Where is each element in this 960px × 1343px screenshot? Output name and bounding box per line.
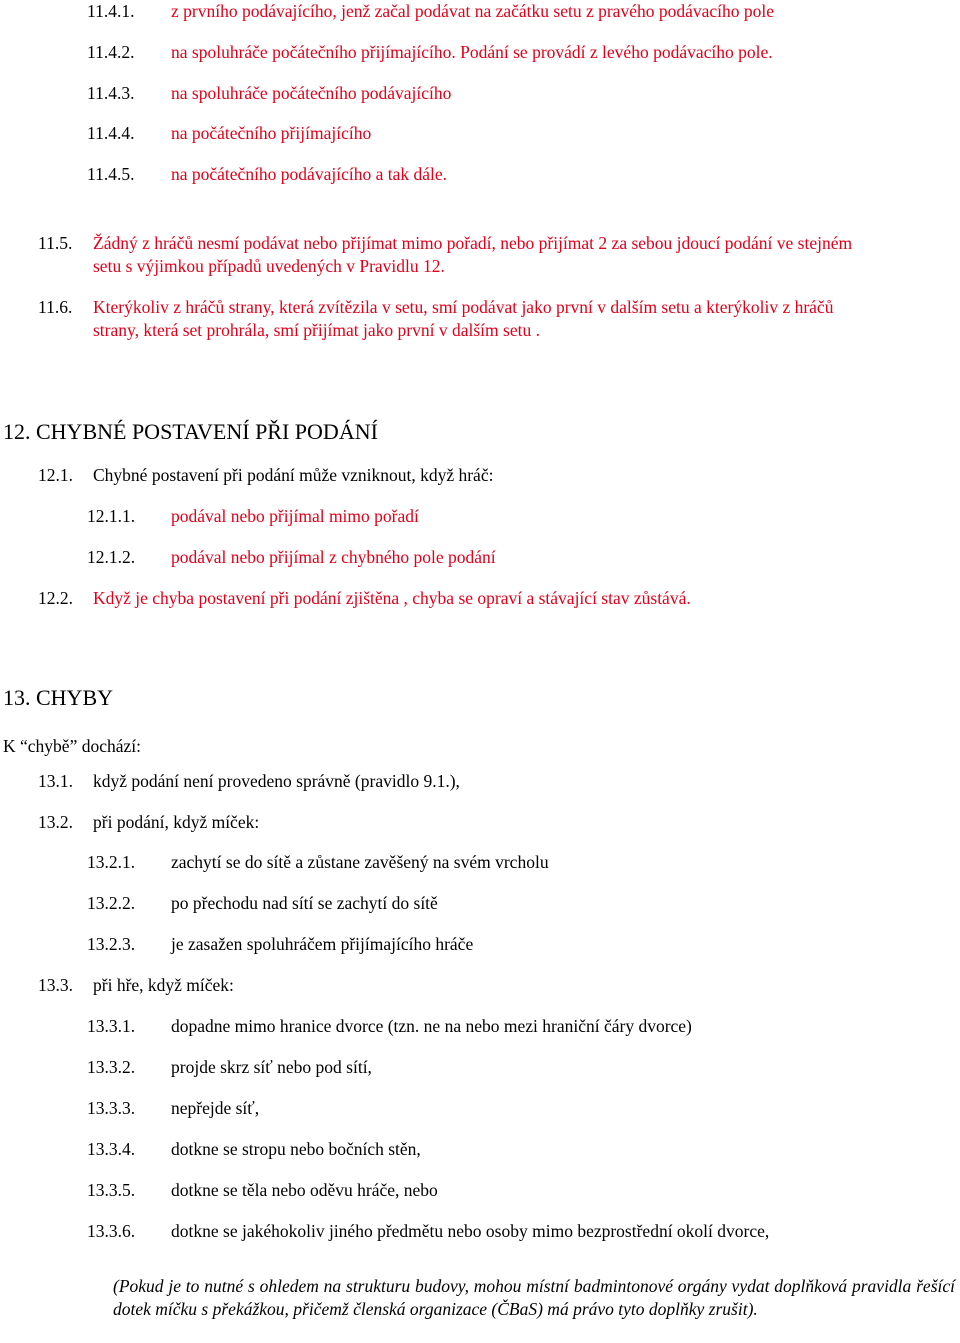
rule-number: 13.1.	[38, 771, 73, 791]
rule-text: podával nebo přijímal mimo pořadí	[171, 506, 419, 526]
rule-text: při podání, když míček:	[93, 812, 260, 832]
rule-number: 11.4.5.	[87, 164, 135, 184]
rule-text: setu s výjimkou případů uvedených v Pravidlu 12.	[93, 256, 445, 276]
rule-text: z prvního podávajícího, jenž začal podávat na začátku setu z pravého podávacího pole	[171, 1, 775, 21]
rule-text: je zasažen spoluhráčem přijímajícího hráče	[171, 934, 474, 954]
rule-number: 13.3.6.	[87, 1221, 136, 1241]
rule-number: 13.2.1.	[87, 852, 136, 872]
rule-text: zachytí se do sítě a zůstane zavěšený na svém vrcholu	[171, 852, 549, 872]
rule-text: Žádný z hráčů nesmí podávat nebo přijímat mimo pořadí, nebo přijímat 2 za sebou jdoucí podání ve stejném	[93, 233, 853, 253]
rule-text: dotkne se těla nebo oděvu hráče, nebo	[171, 1180, 438, 1200]
rule-number: 11.5.	[38, 233, 73, 253]
rule-number: 12.1.2.	[87, 547, 136, 567]
rule-number: 13.2.	[38, 812, 73, 832]
rule-text: nepřejde síť,	[171, 1098, 260, 1118]
rule-text: podával nebo přijímal z chybného pole podání	[171, 547, 496, 567]
rule-text: po přechodu nad sítí se zachytí do sítě	[171, 893, 438, 913]
rule-number: 13.2.2.	[87, 893, 136, 913]
rule-number: 12.2.	[38, 588, 73, 608]
rule-number: 13.3.2.	[87, 1057, 136, 1077]
section-intro: K “chybě” dochází:	[3, 736, 141, 756]
rule-text: Chybné postavení při podání může vzniknout, když hráč:	[93, 465, 494, 485]
rule-text: strany, která set prohrála, smí přijímat jako první v dalším setu .	[93, 320, 540, 340]
rule-number: 13.3.1.	[87, 1016, 136, 1036]
rule-number: 13.3.3.	[87, 1098, 136, 1118]
rule-text: na spoluhráče počátečního podávajícího	[171, 83, 452, 103]
rule-text: na počátečního přijímajícího	[171, 123, 372, 143]
rule-text: při hře, když míček:	[93, 975, 234, 995]
rule-text: dotkne se jakéhokoliv jiného předmětu nebo osoby mimo bezprostřední okolí dvorce,	[171, 1221, 770, 1241]
rule-text: Když je chyba postavení při podání zjištěna , chyba se opraví a stávající stav zůstává.	[93, 588, 691, 608]
rule-number: 12.1.1.	[87, 506, 136, 526]
rule-text: na počátečního podávajícího a tak dále.	[171, 164, 447, 184]
rule-number: 13.3.5.	[87, 1180, 136, 1200]
rule-text: dopadne mimo hranice dvorce (tzn. ne na nebo mezi hraniční čáry dvorce)	[171, 1016, 692, 1036]
italic-note: (Pokud je to nutné s ohledem na strukturu budovy, mohou místní badmintonové orgány vydat doplňková pravidla řešící dotek míčku s překážkou, přičemž členská organizace (ČBaS) má právo tyto doplňky zrušit).	[113, 1276, 955, 1319]
rule-text: Kterýkoliv z hráčů strany, která zvítězila v setu, smí podávat jako první v dalším setu a kterýkoliv z hráčů	[93, 297, 834, 317]
rule-text: když podání není provedeno správně (pravidlo 9.1.),	[93, 771, 460, 791]
rule-text: dotkne se stropu nebo bočních stěn,	[171, 1139, 421, 1159]
section-heading: 13. CHYBY	[3, 685, 114, 710]
rule-number: 11.4.1.	[87, 1, 135, 21]
rule-text: projde skrz síť nebo pod sítí,	[171, 1057, 372, 1077]
rule-number: 11.6.	[38, 297, 73, 317]
section-heading: 12. CHYBNÉ POSTAVENÍ PŘI PODÁNÍ	[3, 419, 378, 444]
rule-number: 13.3.	[38, 975, 73, 995]
rule-number: 12.1.	[38, 465, 73, 485]
rule-number: 11.4.3.	[87, 83, 135, 103]
rule-number: 11.4.4.	[87, 123, 135, 143]
rule-text: na spoluhráče počátečního přijímajícího. Podání se provádí z levého podávacího pole.	[171, 42, 773, 62]
rule-number: 13.3.4.	[87, 1139, 136, 1159]
rule-number: 11.4.2.	[87, 42, 135, 62]
rule-number: 13.2.3.	[87, 934, 136, 954]
